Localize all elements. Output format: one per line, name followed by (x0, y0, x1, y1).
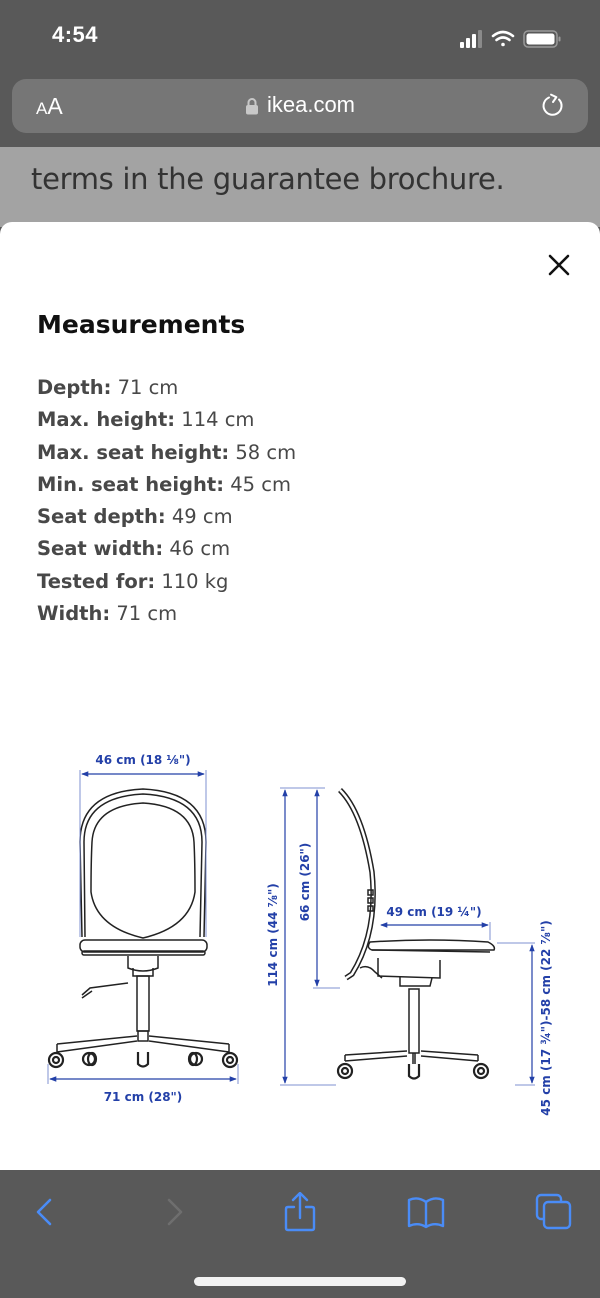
spec-item (37, 437, 296, 469)
chair-front-view (49, 789, 237, 1067)
spec-label: Max. height: (37, 408, 176, 432)
spec-value: 110 kg (155, 569, 229, 593)
spec-value: 71 cm (110, 602, 178, 626)
share-icon[interactable] (280, 1192, 320, 1232)
seat-height-label: 45 cm (17 ¾")-58 cm (22 ⅞") (539, 920, 553, 1116)
spec-value: 58 cm (229, 440, 297, 464)
back-icon[interactable] (26, 1192, 66, 1232)
reload-icon[interactable] (538, 91, 568, 121)
dim-seat-depth (381, 905, 490, 940)
spec-list (37, 372, 296, 630)
spec-item (37, 501, 296, 533)
spec-label: Max. seat height: (37, 440, 230, 464)
spec-value: 114 cm (175, 408, 255, 432)
spec-label: Min. seat height: (37, 472, 225, 496)
total-height-label: 114 cm (44 ⅞") (266, 883, 280, 987)
tabs-icon[interactable] (534, 1192, 574, 1232)
close-icon[interactable] (546, 252, 572, 278)
url-text: ikea.com (266, 92, 356, 117)
text-size-small: A (36, 99, 48, 118)
spec-value: 45 cm (224, 472, 291, 496)
home-indicator[interactable] (194, 1277, 406, 1286)
dim-total-width (48, 1064, 238, 1104)
spec-item (37, 404, 296, 436)
seat-depth-label: 49 cm (19 ¼") (386, 905, 482, 919)
spec-item (37, 598, 296, 630)
page-backdrop (0, 147, 600, 227)
chair-side-view (338, 790, 494, 1079)
spec-label: Depth: (37, 376, 112, 399)
spec-item (37, 533, 296, 565)
dim-seat-height (497, 920, 553, 1115)
bookmarks-icon[interactable] (406, 1192, 446, 1232)
sheet-title: Measurements (37, 310, 246, 339)
signal-icon (460, 30, 482, 48)
status-time: 4:54 (52, 22, 99, 47)
seat-width-label: 46 cm (18 ⅛") (95, 753, 191, 767)
url-display[interactable] (12, 92, 588, 118)
text-size-big: A (47, 93, 63, 119)
spec-label: Seat width: (37, 537, 164, 561)
background-page-text: terms in the guarantee brochure. (31, 162, 505, 196)
measurement-diagram (0, 742, 600, 1142)
spec-label: Tested for: (37, 569, 156, 593)
back-height-label: 66 cm (26") (298, 842, 312, 922)
spec-label: Seat depth: (37, 505, 166, 529)
address-bar[interactable] (12, 79, 588, 133)
total-width-label: 71 cm (28") (103, 1090, 183, 1104)
spec-value: 46 cm (163, 537, 231, 561)
dim-back-height (298, 790, 340, 988)
status-bar (0, 0, 600, 75)
battery-icon (524, 31, 561, 47)
dim-total-height (266, 788, 336, 1085)
spec-item (37, 372, 296, 404)
spec-value: 49 cm (165, 505, 233, 529)
measurements-sheet (0, 222, 600, 1170)
spec-label: Width: (37, 602, 111, 626)
wifi-icon (493, 32, 513, 46)
spec-item (37, 566, 296, 598)
spec-value: 71 cm (111, 376, 179, 399)
lock-icon (245, 97, 259, 115)
forward-icon[interactable] (155, 1192, 195, 1232)
spec-item (37, 469, 296, 501)
status-icons (452, 28, 572, 50)
